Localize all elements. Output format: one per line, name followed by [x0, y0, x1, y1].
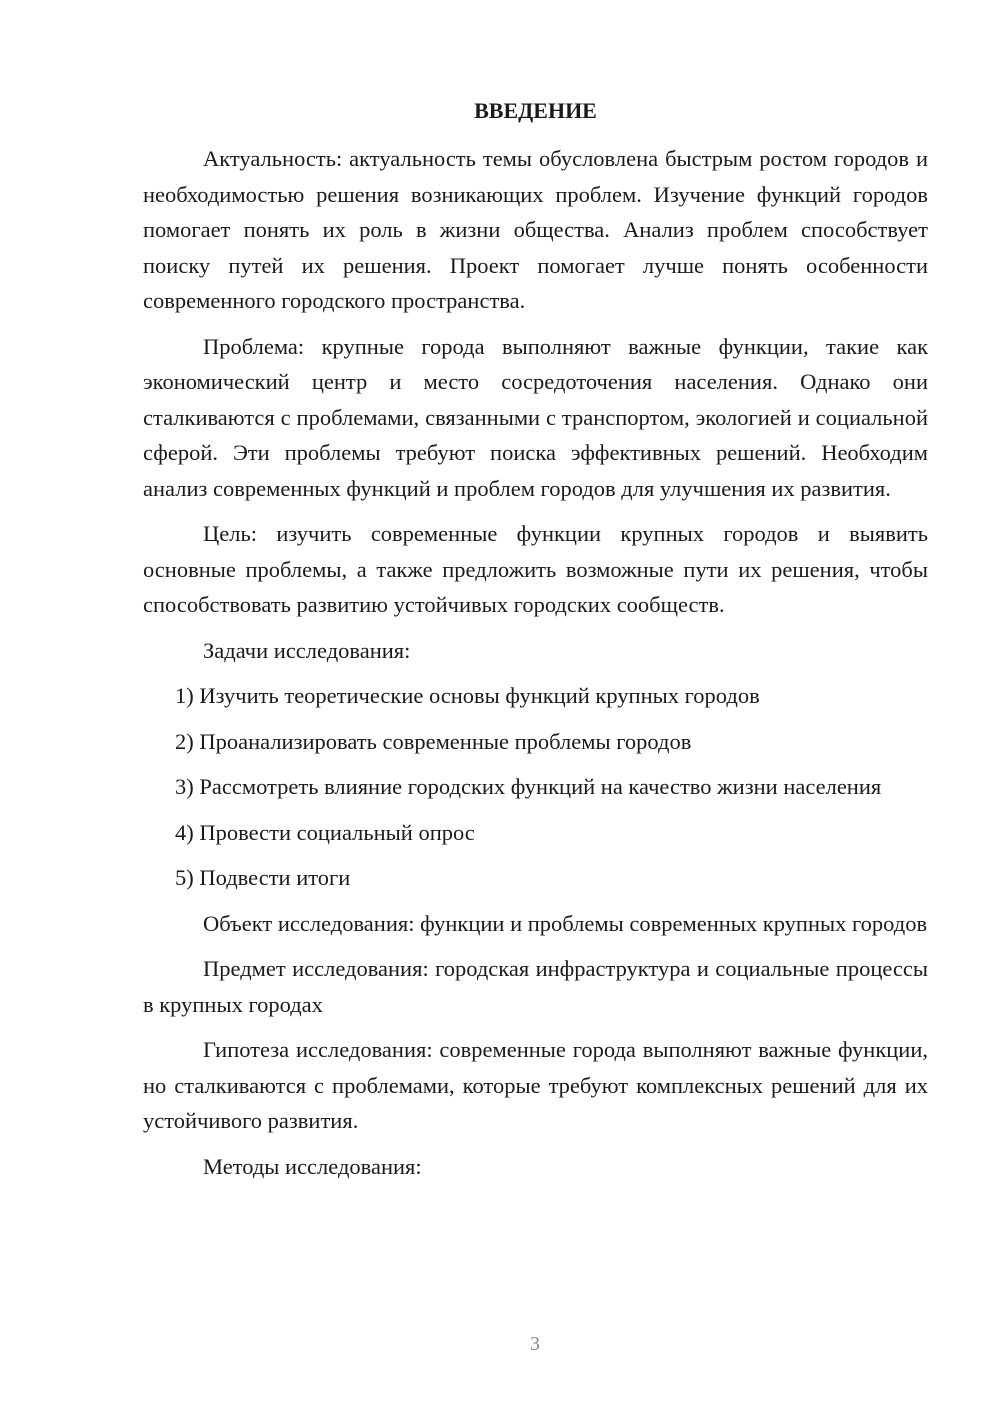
- page-content: [143, 95, 928, 1194]
- list-item: 3) Рассмотреть влияние городских функций на качество жизни населения: [175, 774, 882, 799]
- methods-title: Методы исследования:: [203, 1153, 422, 1179]
- list-item: 1) Изучить теоретические основы функций крупных городов: [175, 683, 760, 708]
- tasks-title: Задачи исследования:: [203, 637, 411, 663]
- page-number: 3: [530, 1333, 540, 1355]
- paragraph-problem: Проблема: крупные города выполняют важные функции, такие как экономический центр и место сосредоточения населения. Однако они сталкиваются с проблемами, связанными с транспортом, экологией и социальной сферой. Эти проблемы требуют поиска эффективных решений. Необходим анализ современных функций и проблем городов для улучшения их развития.: [143, 333, 928, 501]
- section-heading: ВВЕДЕНИЕ: [474, 98, 597, 123]
- paragraph-hypothesis: Гипотеза исследования: современные города выполняют важные функции, но сталкиваются с проблемами, которые требуют комплексных решений для их устойчивого развития.: [143, 1037, 928, 1133]
- list-item: 5) Подвести итоги: [175, 865, 351, 890]
- paragraph-relevance: Актуальность: актуальность темы обусловлена быстрым ростом городов и необходимостью решения возникающих проблем. Изучение функций городов помогает понять их роль в жизни общества. Анализ проблем способствует поиску путей их решения. Проект помогает лучше понять особенности современного городского пространства.: [143, 146, 928, 313]
- list-item: 2) Проанализировать современные проблемы городов: [175, 728, 692, 754]
- list-item: 4) Провести социальный опрос: [175, 819, 475, 845]
- paragraph-goal: Цель: изучить современные функции крупных городов и выявить основные проблемы, а также предложить возможные пути их решения, чтобы способствовать развитию устойчивых городских сообществ.: [143, 521, 928, 617]
- paragraph-subject: Предмет исследования: городская инфраструктура и социальные процессы в крупных городах: [143, 956, 928, 1017]
- paragraph-object: Объект исследования: функции и проблемы современных крупных городов: [203, 910, 928, 936]
